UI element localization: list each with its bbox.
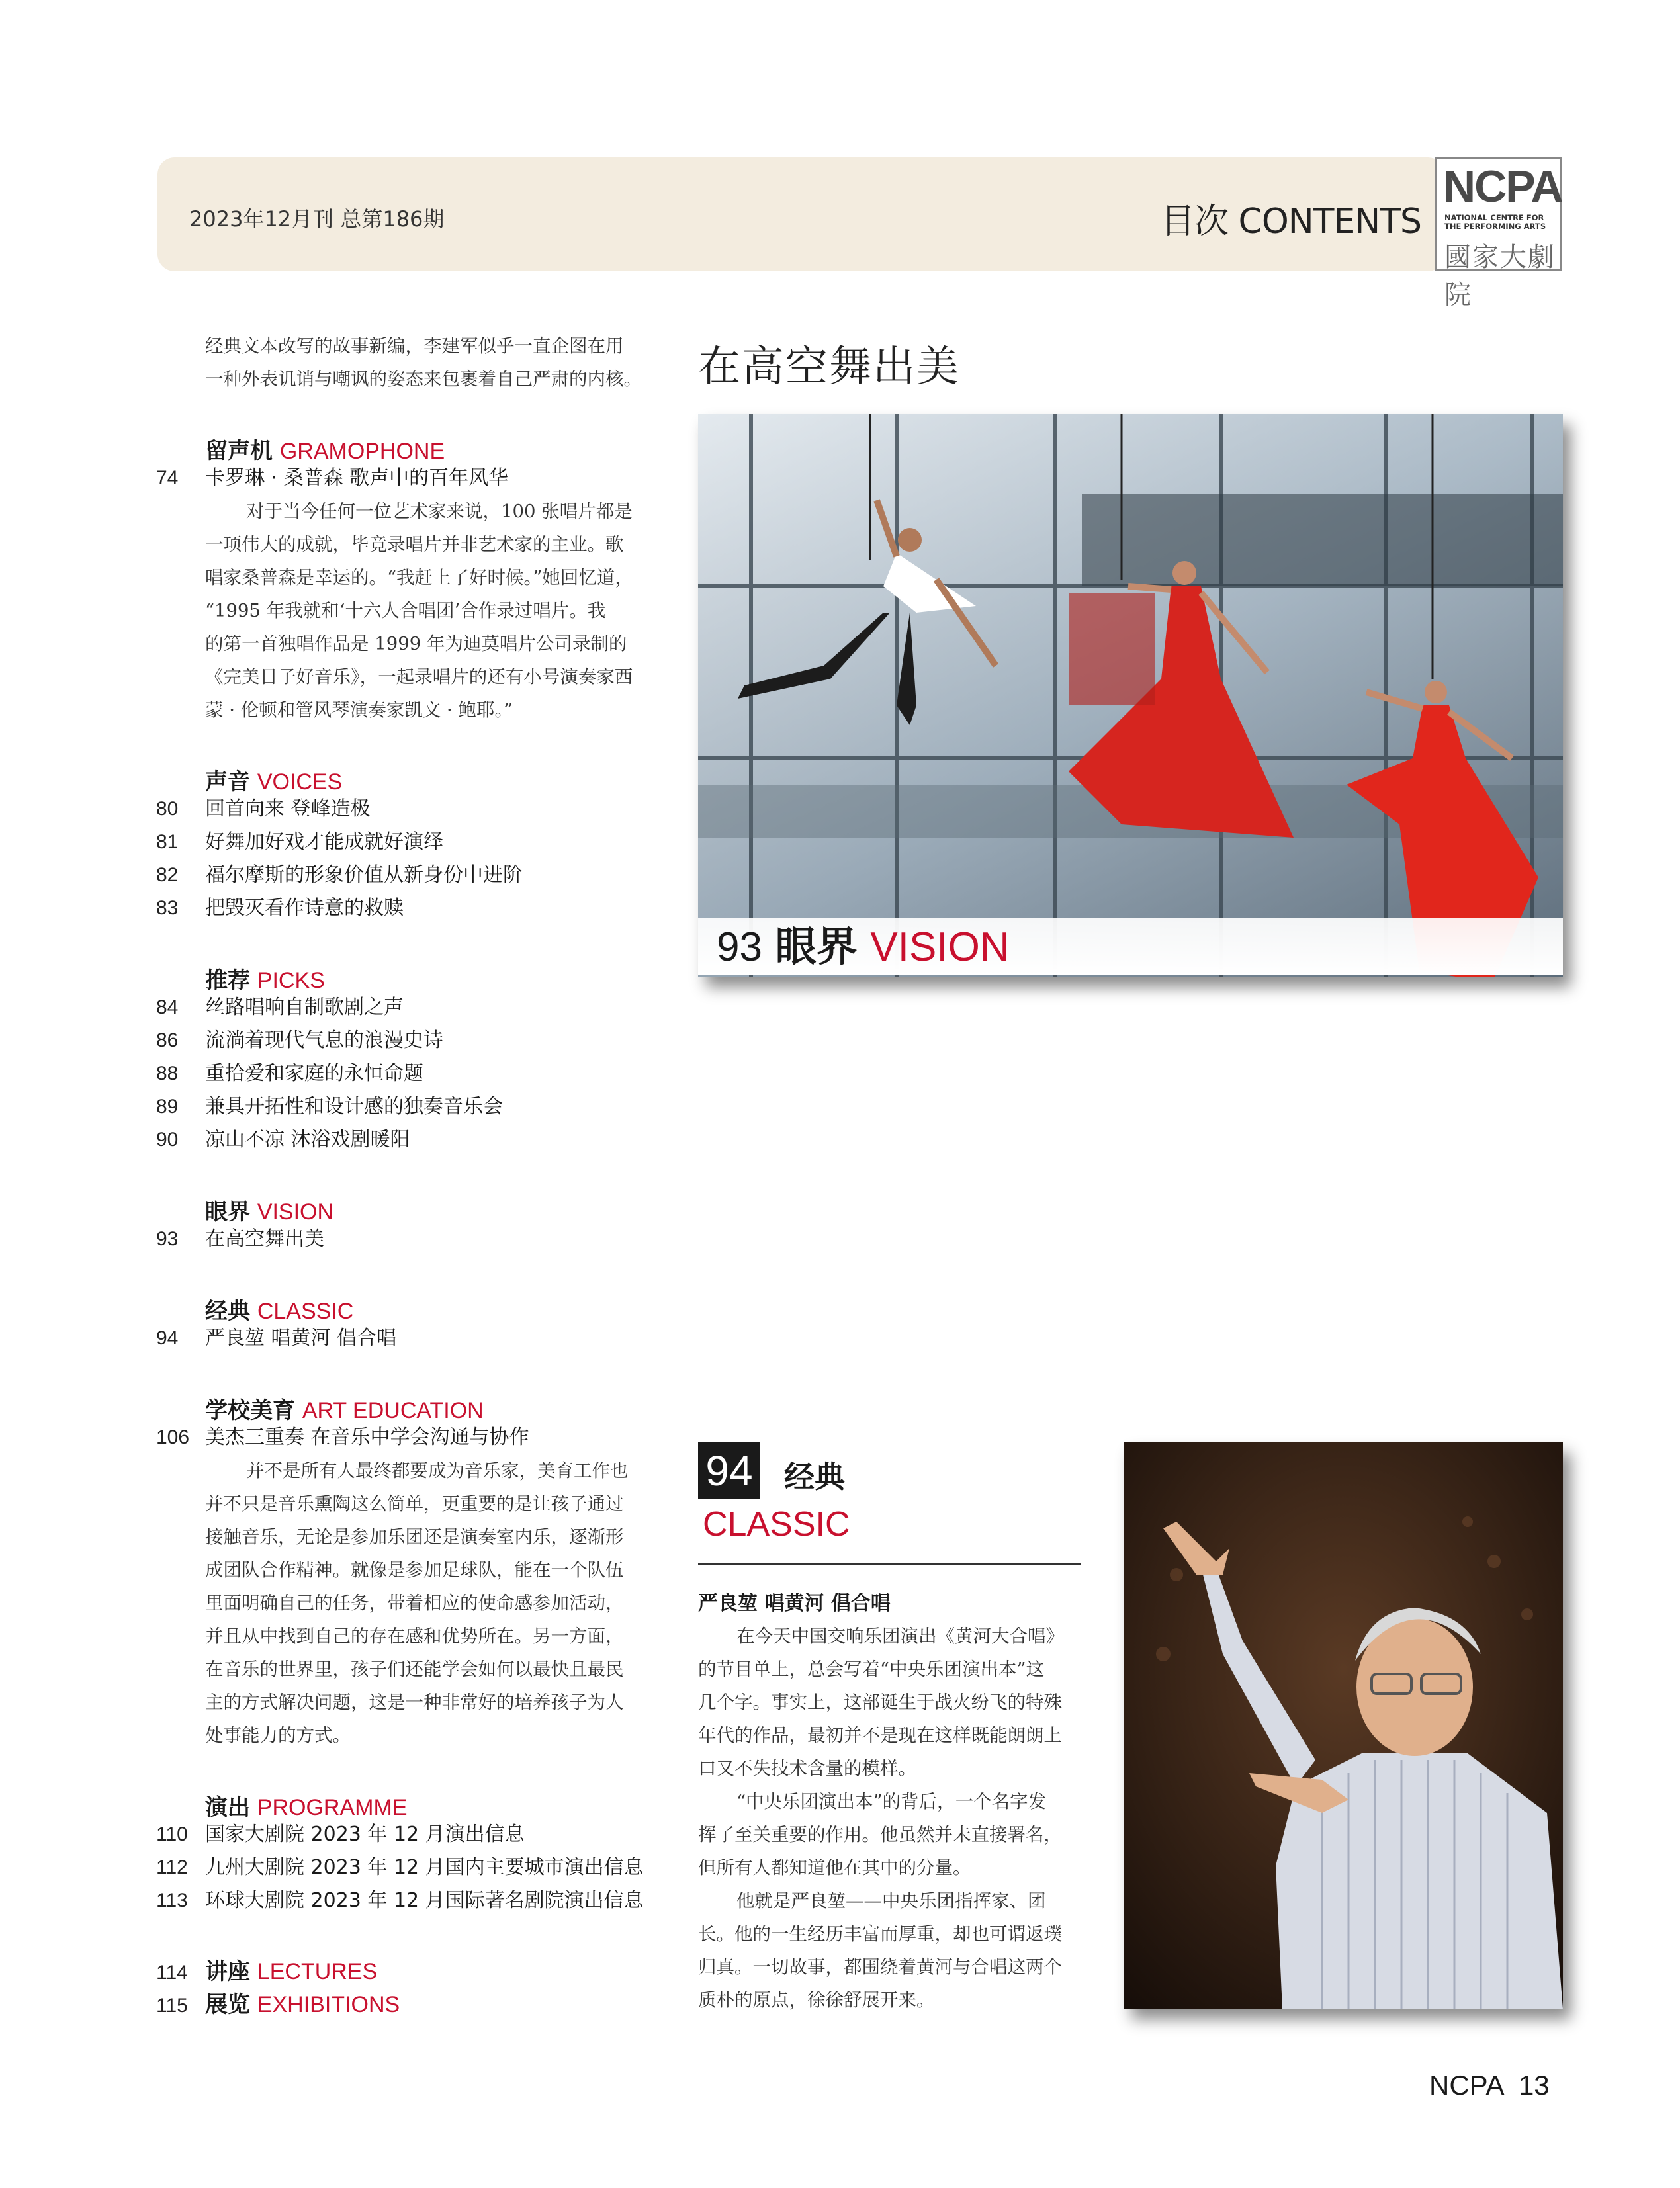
feature-title: 在高空舞出美 [698,343,960,392]
logo-main: NCPA [1443,161,1562,212]
paragraph-line: 处事能力的方式。 [205,1725,351,1746]
caption-cn: 眼界 [775,922,858,971]
paragraph-line: 几个字。事实上，这部诞生于战火纷飞的特殊 [698,1692,1062,1713]
caption-page-number: 93 [717,924,762,970]
page-number: 94 [156,1327,179,1349]
logo-sub-line1: NATIONAL CENTRE FOR [1444,213,1544,222]
paragraph-line: 蒙 · 伦顿和管风琴演奏家凯文 · 鲍耶。” [205,699,513,721]
section-heading-art-education [205,1392,484,1424]
paragraph-line: “中央乐团演出本”的背后，一个名字发 [736,1791,1047,1812]
section-cn: 展览 [205,1991,250,2018]
section-cn: 推荐 [205,967,250,994]
page-number: 84 [156,996,179,1018]
page-number: 115 [156,1995,188,2017]
toc-item-lectures[interactable] [156,1953,377,1986]
gramophone-paragraph [205,495,633,726]
item-title: 丝路唱响自制歌剧之声 [205,996,404,1019]
footer-brand: NCPA [1429,2070,1503,2101]
page-number: 112 [156,1857,188,1878]
page-number: 86 [156,1029,179,1051]
section-en: CLASSIC [257,1299,354,1324]
section-en: VISION [257,1200,334,1225]
page-number: 90 [156,1129,179,1151]
paragraph-line: 《完美日子好音乐》，一起录唱片的还有小号演奏家西 [205,666,633,687]
logo-cn: 國家大劇院 [1444,242,1556,310]
page-title: 目次 CONTENTS [1161,202,1421,241]
section-cn: 学校美育 [205,1397,295,1424]
item-title: 凉山不凉 沐浴戏剧暖阳 [205,1128,410,1151]
paragraph-line: 成团队合作精神。就像是参加足球队，能在一个队伍 [205,1559,624,1581]
item-title: 环球大剧院 2023 年 12 月国际著名剧院演出信息 [205,1889,644,1912]
aerial-dance-illustration [698,414,1563,977]
classic-subtitle: 严良堃 唱黄河 倡合唱 [698,1592,891,1615]
section-en: EXHIBITIONS [257,1992,400,2017]
page-number: 74 [156,467,179,489]
toc-item-exhibitions[interactable] [156,1986,400,2019]
conductor-illustration [1124,1442,1563,2009]
divider [698,1563,1081,1565]
paragraph-line: 在今天中国交响乐团演出《黄河大合唱》 [736,1626,1064,1647]
item-title: 福尔摩斯的形象价值从新身份中进阶 [205,863,523,887]
paragraph-line: 挥了至关重要的作用。他虽然并未直接署名， [698,1824,1062,1845]
page-number: 82 [156,864,179,886]
classic-page-badge[interactable]: 94 [698,1442,760,1499]
paragraph-line: 的第一首独唱作品是 1999 年为迪莫唱片公司录制的 [205,633,627,654]
section-en: VOICES [257,769,343,795]
paragraph-line: 唱家桑普森是幸运的。“我赶上了好时候。”她回忆道， [205,567,633,588]
page-number: 88 [156,1063,179,1084]
aerial-dance-photo[interactable] [698,414,1563,977]
art-education-paragraph [205,1454,629,1752]
paragraph-line: 长。他的一生经历丰富而厚重，却也可谓返璞 [698,1923,1062,1945]
paragraph-line: 他就是严良堃——中央乐团指挥家、团 [736,1890,1046,1911]
section-heading-gramophone [205,433,445,465]
page-number: 110 [156,1823,188,1845]
paragraph-line: 对于当今任何一位艺术家来说，100 张唱片都是 [246,501,633,522]
footer-page-number: 13 [1518,2070,1550,2101]
section-cn: 讲座 [205,1958,250,1985]
paragraph-line: 但所有人都知道他在其中的分量。 [698,1857,971,1878]
page-number: 83 [156,897,179,919]
paragraph-line: 口又不失技术含量的模样。 [698,1758,916,1779]
page-number: 106 [156,1426,190,1448]
section-en: LECTURES [257,1959,378,1984]
section-heading-vision [205,1194,333,1226]
page-number: 89 [156,1096,179,1117]
page-number: 93 [156,1228,179,1250]
classic-heading-en: CLASSIC [703,1505,850,1544]
item-title: 美杰三重奏 在音乐中学会沟通与协作 [205,1426,529,1449]
conductor-photo[interactable] [1124,1442,1563,2009]
item-title: 流淌着现代气息的浪漫史诗 [205,1029,443,1052]
item-title: 卡罗琳 · 桑普森 歌声中的百年风华 [205,466,509,490]
page-number: 114 [156,1962,188,1984]
paragraph-line: 的节目单上，总会写着“中央乐团演出本”这 [698,1659,1045,1680]
ncpa-logo [1435,157,1562,310]
item-title: 九州大剧院 2023 年 12 月国内主要城市演出信息 [205,1856,644,1879]
paragraph-line: 接触音乐，无论是参加乐团还是演奏室内乐，逐渐形 [205,1526,624,1548]
section-cn: 经典 [205,1298,250,1325]
logo-subtitle [1444,214,1557,231]
page-number: 81 [156,831,179,853]
item-title: 在高空舞出美 [205,1227,324,1250]
logo-sub-line2: THE PERFORMING ARTS [1444,222,1546,231]
section-cn: 留声机 [205,438,273,464]
intro-paragraph [205,329,642,396]
paragraph-line: 并不只是音乐熏陶这么简单，更重要的是让孩子通过 [205,1493,624,1514]
item-title: 兼具开拓性和设计感的独奏音乐会 [205,1095,503,1118]
section-heading-voices [205,764,342,796]
paragraph-line: 一项伟大的成就，毕竟录唱片并非艺术家的主业。歌 [205,534,624,555]
section-cn: 声音 [205,769,250,795]
paragraph-line: 质朴的原点，徐徐舒展开来。 [698,1990,935,2011]
paragraph-line: 主的方式解决问题，这是一种非常好的培养孩子为人 [205,1692,624,1713]
item-title: 重拾爱和家庭的永恒命题 [205,1062,423,1085]
paragraph-line: “1995 年我就和‘十六人合唱团’合作录过唱片。我 [205,600,606,621]
section-heading-programme [205,1789,408,1821]
section-en: GRAMOPHONE [279,439,445,464]
section-heading-picks [205,962,325,994]
section-en: PICKS [257,968,325,993]
page-number: 113 [156,1890,188,1911]
paragraph-line: 一种外表讥诮与嘲讽的姿态来包裹着自己严肃的内核。 [205,369,642,390]
section-cn: 演出 [205,1794,250,1821]
item-title: 把毁灭看作诗意的救赎 [205,897,404,920]
paragraph-line: 并且从中找到自己的存在感和优势所在。另一方面， [205,1626,624,1647]
section-en: ART EDUCATION [302,1398,484,1423]
paragraph-line: 归真。一切故事，都围绕着黄河与合唱这两个 [698,1956,1062,1978]
section-heading-classic [205,1293,353,1325]
item-title: 好舞加好戏才能成就好演绎 [205,830,443,853]
caption-en: VISION [870,924,1010,970]
classic-paragraph [698,1620,1095,2017]
item-title: 严良堃 唱黄河 倡合唱 [205,1327,397,1350]
item-title: 国家大剧院 2023 年 12 月演出信息 [205,1823,525,1846]
section-cn: 眼界 [205,1199,250,1225]
paragraph-line: 年代的作品，最初并不是现在这样既能朗朗上 [698,1725,1062,1746]
paragraph-line: 经典文本改写的故事新编，李建军似乎一直企图在用 [205,335,624,357]
classic-heading-cn: 经典 [784,1459,845,1495]
paragraph-line: 在音乐的世界里，孩子们还能学会如何以最快且最民 [205,1659,624,1680]
paragraph-line: 里面明确自己的任务，带着相应的使命感参加活动， [205,1593,624,1614]
issue-info: 2023年12月刊 总第186期 [189,206,445,232]
paragraph-line: 并不是所有人最终都要成为音乐家，美育工作也 [246,1460,629,1481]
page-number: 80 [156,798,179,820]
item-title: 回首向来 登峰造极 [205,797,371,820]
page-footer [1429,2070,1550,2101]
section-en: PROGRAMME [257,1795,408,1820]
vision-caption[interactable] [698,918,1563,975]
